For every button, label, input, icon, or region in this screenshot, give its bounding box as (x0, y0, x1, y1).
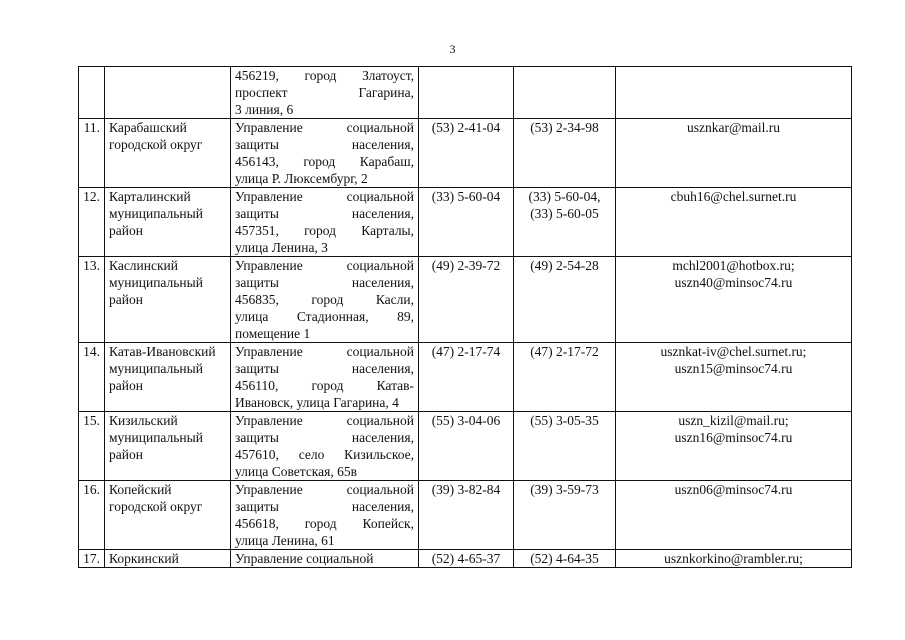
municipality-name (105, 257, 231, 343)
table-row (79, 343, 852, 412)
address-line: защиты населения, (235, 430, 414, 445)
municipality-name-line: район (109, 223, 143, 238)
address-line: Управление социальной (235, 551, 374, 566)
address-line: улица Стадионная, 89, (235, 309, 414, 324)
phone (419, 188, 514, 257)
address-line: защиты населения, (235, 206, 414, 221)
fax (514, 188, 616, 257)
address (231, 550, 419, 568)
municipality-name-line: район (109, 292, 143, 307)
email (616, 188, 852, 257)
municipality-name (105, 550, 231, 568)
email-line: uszn06@minsoc74.ru (674, 482, 793, 497)
email (616, 119, 852, 188)
municipality-name-line: Копейский (109, 482, 172, 497)
row-number (79, 67, 105, 119)
address (231, 343, 419, 412)
fax (514, 481, 616, 550)
table-row (79, 481, 852, 550)
address-line: 457610, село Кизильское, (235, 447, 414, 462)
fax-line: (39) 3-59-73 (530, 482, 599, 497)
fax-line: (53) 2-34-98 (530, 120, 599, 135)
address-line: Управление социальной (235, 189, 414, 204)
email (616, 550, 852, 568)
address-line: 456219, город Златоуст, (235, 68, 414, 83)
row-number: 14. (79, 343, 105, 412)
address-line: 457351, город Карталы, (235, 223, 414, 238)
municipality-name-line: Каслинский (109, 258, 178, 273)
table-body (79, 67, 852, 568)
email-line: uszn40@minsoc74.ru (674, 275, 793, 290)
phone-line: (53) 2-41-04 (431, 120, 501, 135)
municipality-name (105, 343, 231, 412)
phone (419, 119, 514, 188)
address-line: проспект Гагарина, (235, 85, 414, 100)
municipality-name (105, 188, 231, 257)
row-number: 12. (79, 188, 105, 257)
address-line: Управление социальной (235, 482, 414, 497)
institutions-table (78, 66, 852, 568)
phone-line: (55) 3-04-06 (431, 413, 501, 428)
email-line: mchl2001@hotbox.ru; (672, 258, 795, 273)
phone (419, 550, 514, 568)
address-line: защиты населения, (235, 275, 414, 290)
email (616, 343, 852, 412)
address-line: защиты населения, (235, 361, 414, 376)
email (616, 412, 852, 481)
municipality-name-line: муниципальный (109, 361, 203, 376)
municipality-name-line: район (109, 447, 143, 462)
email-line: cbuh16@chel.surnet.ru (670, 189, 797, 204)
address-line: Управление социальной (235, 120, 414, 135)
municipality-name-line: район (109, 378, 143, 393)
municipality-name-line: муниципальный (109, 275, 203, 290)
address-line: защиты населения, (235, 499, 414, 514)
phone (419, 257, 514, 343)
municipality-name-line: Катав-Ивановский (109, 344, 216, 359)
table-row (79, 67, 852, 119)
row-number: 17. (79, 550, 105, 568)
address (231, 188, 419, 257)
phone-line: (39) 3-82-84 (431, 482, 501, 497)
email (616, 481, 852, 550)
fax (514, 67, 616, 119)
fax-line: (52) 4-64-35 (530, 551, 599, 566)
address (231, 67, 419, 119)
email-line: usznkar@mail.ru (686, 120, 781, 135)
fax-line: (33) 5-60-05 (530, 206, 599, 221)
municipality-name-line: городской округ (109, 137, 203, 152)
address (231, 257, 419, 343)
address-line: улица Ленина, 61 (235, 533, 335, 548)
address-line: помещение 1 (235, 326, 311, 341)
address-line: 456143, город Карабаш, (235, 154, 414, 169)
fax-line: (49) 2-54-28 (530, 258, 599, 273)
address (231, 412, 419, 481)
phone-line: (49) 2-39-72 (431, 258, 501, 273)
municipality-name (105, 481, 231, 550)
phone-line: (52) 4-65-37 (431, 551, 501, 566)
address-line: Ивановск, улица Гагарина, 4 (235, 395, 399, 410)
municipality-name-line: Карталинский (109, 189, 191, 204)
address-line: Управление социальной (235, 258, 414, 273)
phone (419, 412, 514, 481)
municipality-name-line: Коркинский (109, 551, 179, 566)
address-line: защиты населения, (235, 137, 414, 152)
email (616, 257, 852, 343)
municipality-name-line: городской округ (109, 499, 203, 514)
address (231, 481, 419, 550)
fax-line: (47) 2-17-72 (530, 344, 599, 359)
email (616, 67, 852, 119)
fax (514, 550, 616, 568)
address-line: Управление социальной (235, 413, 414, 428)
phone (419, 481, 514, 550)
address-line: 456835, город Касли, (235, 292, 414, 307)
address-line: Управление социальной (235, 344, 414, 359)
row-number: 13. (79, 257, 105, 343)
municipality-name-line: Кизильский (109, 413, 178, 428)
fax (514, 119, 616, 188)
address-line: 456618, город Копейск, (235, 516, 414, 531)
row-number: 16. (79, 481, 105, 550)
fax (514, 257, 616, 343)
municipality-name (105, 67, 231, 119)
fax-line: (55) 3-05-35 (530, 413, 599, 428)
fax (514, 412, 616, 481)
address-line: 456110, город Катав- (235, 378, 414, 393)
table-row (79, 257, 852, 343)
email-line: usznkorkino@rambler.ru; (664, 551, 803, 566)
phone (419, 67, 514, 119)
municipality-name (105, 119, 231, 188)
email-line: uszn15@minsoc74.ru (674, 361, 793, 376)
phone-line: (47) 2-17-74 (431, 344, 501, 359)
municipality-name-line: муниципальный (109, 206, 203, 221)
address-line: улица Советская, 65в (235, 464, 357, 479)
email-line: usznkat-iv@chel.surnet.ru; (660, 344, 807, 359)
municipality-name (105, 412, 231, 481)
table-row (79, 550, 852, 568)
row-number: 15. (79, 412, 105, 481)
table-row (79, 412, 852, 481)
address (231, 119, 419, 188)
row-number: 11. (79, 119, 105, 188)
table-row (79, 119, 852, 188)
fax (514, 343, 616, 412)
phone-line: (33) 5-60-04 (431, 189, 501, 204)
address-line: улица Р. Люксембург, 2 (235, 171, 368, 186)
municipality-name-line: Карабашский (109, 120, 187, 135)
municipality-name-line: муниципальный (109, 430, 203, 445)
address-line: улица Ленина, 3 (235, 240, 328, 255)
fax-line: (33) 5-60-04, (528, 189, 601, 204)
email-line: uszn_kizil@mail.ru; (678, 413, 789, 428)
phone (419, 343, 514, 412)
address-line: 3 линия, 6 (235, 102, 294, 117)
page-number: 3 (449, 42, 456, 56)
email-line: uszn16@minsoc74.ru (674, 430, 793, 445)
table-row (79, 188, 852, 257)
